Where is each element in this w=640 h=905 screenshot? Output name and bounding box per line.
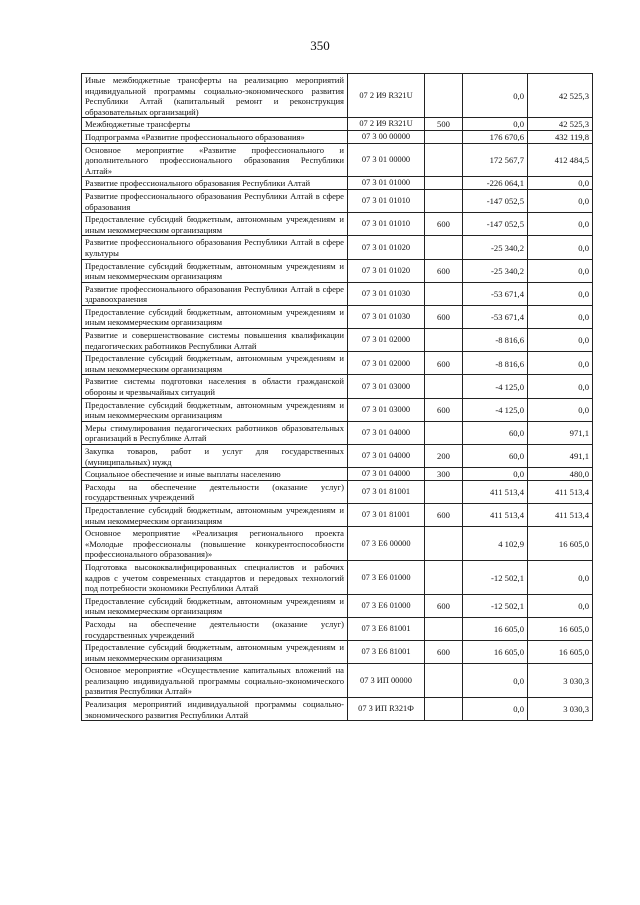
row-name-cell: Предоставление субсидий бюджетным, автономным учреждениям и иным некоммерческим организациям xyxy=(82,352,348,375)
table-row xyxy=(82,282,593,305)
row-expense-type-cell: 600 xyxy=(425,305,463,328)
row-code-cell: 07 3 01 01010 xyxy=(348,213,425,236)
row-expense-type-cell xyxy=(425,177,463,190)
row-name-cell: Основное мероприятие «Осуществление капитальных вложений на реализацию индивидуальной программы социально-экономического развития Республики Алтай» xyxy=(82,664,348,698)
row-name-cell: Предоставление субсидий бюджетным, автономным учреждениям и иным некоммерческим организациям xyxy=(82,305,348,328)
row-code-cell: 07 3 01 01010 xyxy=(348,189,425,212)
table-row xyxy=(82,664,593,698)
row-name-cell: Развитие системы подготовки населения в области гражданской обороны и чрезвычайных ситуаций xyxy=(82,375,348,398)
row-name-cell: Закупка товаров, работ и услуг для государственных (муниципальных) нужд xyxy=(82,445,348,468)
row-name-cell: Развитие профессионального образования Республики Алтай в сфере культуры xyxy=(82,236,348,259)
row-expense-type-cell: 600 xyxy=(425,213,463,236)
table-row xyxy=(82,143,593,177)
row-code-cell: 07 3 E6 81001 xyxy=(348,641,425,664)
row-amount-1-cell: 172 567,7 xyxy=(463,143,528,177)
row-expense-type-cell: 600 xyxy=(425,259,463,282)
row-amount-2-cell: 42 525,3 xyxy=(528,118,593,131)
row-expense-type-cell xyxy=(425,329,463,352)
row-amount-1-cell: 16 605,0 xyxy=(463,641,528,664)
row-code-cell: 07 3 01 01020 xyxy=(348,259,425,282)
row-code-cell: 07 2 И9 R321U xyxy=(348,74,425,118)
table-row xyxy=(82,560,593,594)
row-amount-1-cell: 0,0 xyxy=(463,74,528,118)
row-amount-2-cell: 432 119,8 xyxy=(528,130,593,143)
table-row xyxy=(82,421,593,444)
row-amount-2-cell: 16 605,0 xyxy=(528,527,593,561)
row-expense-type-cell xyxy=(425,282,463,305)
row-expense-type-cell xyxy=(425,375,463,398)
row-name-cell: Развитие профессионального образования Республики Алтай в сфере образования xyxy=(82,189,348,212)
row-expense-type-cell xyxy=(425,421,463,444)
row-amount-2-cell: 0,0 xyxy=(528,398,593,421)
table-row xyxy=(82,177,593,190)
row-code-cell: 07 3 E6 00000 xyxy=(348,527,425,561)
row-expense-type-cell xyxy=(425,560,463,594)
table-row xyxy=(82,503,593,526)
row-expense-type-cell: 600 xyxy=(425,641,463,664)
row-name-cell: Предоставление субсидий бюджетным, автономным учреждениям и иным некоммерческим организациям xyxy=(82,594,348,617)
row-amount-2-cell: 491,1 xyxy=(528,445,593,468)
budget-table-body xyxy=(82,74,593,721)
row-code-cell: 07 3 01 81001 xyxy=(348,503,425,526)
table-row xyxy=(82,305,593,328)
row-code-cell: 07 3 01 02000 xyxy=(348,352,425,375)
row-amount-1-cell: -53 671,4 xyxy=(463,282,528,305)
row-amount-2-cell: 411 513,4 xyxy=(528,503,593,526)
row-amount-2-cell: 412 484,5 xyxy=(528,143,593,177)
row-amount-1-cell: -25 340,2 xyxy=(463,259,528,282)
row-name-cell: Предоставление субсидий бюджетным, автономным учреждениям и иным некоммерческим организациям xyxy=(82,641,348,664)
row-code-cell: 07 3 01 03000 xyxy=(348,375,425,398)
table-row xyxy=(82,236,593,259)
row-expense-type-cell: 600 xyxy=(425,503,463,526)
row-amount-2-cell: 0,0 xyxy=(528,352,593,375)
row-amount-1-cell: 176 670,6 xyxy=(463,130,528,143)
row-code-cell: 07 3 E6 01000 xyxy=(348,560,425,594)
row-amount-2-cell: 0,0 xyxy=(528,594,593,617)
row-expense-type-cell xyxy=(425,130,463,143)
row-name-cell: Предоставление субсидий бюджетным, автономным учреждениям и иным некоммерческим организациям xyxy=(82,213,348,236)
row-amount-1-cell: -147 052,5 xyxy=(463,189,528,212)
row-amount-2-cell: 480,0 xyxy=(528,468,593,481)
table-row xyxy=(82,259,593,282)
row-name-cell: Расходы на обеспечение деятельности (оказание услуг) государственных учреждений xyxy=(82,480,348,503)
row-code-cell: 07 3 01 01000 xyxy=(348,177,425,190)
row-expense-type-cell xyxy=(425,480,463,503)
table-row xyxy=(82,329,593,352)
row-amount-1-cell: 0,0 xyxy=(463,468,528,481)
row-amount-1-cell: -8 816,6 xyxy=(463,352,528,375)
row-amount-1-cell: 0,0 xyxy=(463,664,528,698)
row-expense-type-cell: 600 xyxy=(425,594,463,617)
row-expense-type-cell: 200 xyxy=(425,445,463,468)
row-amount-1-cell: -12 502,1 xyxy=(463,594,528,617)
row-amount-2-cell: 0,0 xyxy=(528,236,593,259)
row-expense-type-cell xyxy=(425,189,463,212)
row-expense-type-cell: 500 xyxy=(425,118,463,131)
table-row xyxy=(82,641,593,664)
row-code-cell: 07 3 00 00000 xyxy=(348,130,425,143)
row-code-cell: 07 2 И9 R321U xyxy=(348,118,425,131)
row-expense-type-cell xyxy=(425,74,463,118)
row-name-cell: Иные межбюджетные трансферты на реализацию мероприятий индивидуальной программы социально-экономического развития Республики Алтай (капитальный ремонт и реконструкция образовательных организаций) xyxy=(82,74,348,118)
row-amount-2-cell: 42 525,3 xyxy=(528,74,593,118)
row-name-cell: Подпрограмма «Развитие профессионального образования» xyxy=(82,130,348,143)
table-row xyxy=(82,352,593,375)
row-expense-type-cell xyxy=(425,527,463,561)
row-code-cell: 07 3 01 01030 xyxy=(348,305,425,328)
row-expense-type-cell xyxy=(425,664,463,698)
row-name-cell: Социальное обеспечение и иные выплаты населению xyxy=(82,468,348,481)
table-row xyxy=(82,594,593,617)
row-expense-type-cell xyxy=(425,698,463,721)
table-row xyxy=(82,74,593,118)
row-name-cell: Развитие и совершенствование системы повышения квалификации педагогических работников Республики Алтай xyxy=(82,329,348,352)
row-amount-1-cell: 0,0 xyxy=(463,118,528,131)
row-amount-2-cell: 0,0 xyxy=(528,282,593,305)
table-row xyxy=(82,189,593,212)
row-name-cell: Развитие профессионального образования Республики Алтай xyxy=(82,177,348,190)
row-code-cell: 07 3 01 01030 xyxy=(348,282,425,305)
row-code-cell: 07 3 ИП 00000 xyxy=(348,664,425,698)
row-name-cell: Предоставление субсидий бюджетным, автономным учреждениям и иным некоммерческим организациям xyxy=(82,503,348,526)
row-amount-2-cell: 0,0 xyxy=(528,259,593,282)
table-row xyxy=(82,480,593,503)
row-amount-2-cell: 16 605,0 xyxy=(528,641,593,664)
row-code-cell: 07 3 ИП R321Ф xyxy=(348,698,425,721)
table-row xyxy=(82,213,593,236)
row-code-cell: 07 3 01 02000 xyxy=(348,329,425,352)
row-code-cell: 07 3 01 00000 xyxy=(348,143,425,177)
row-expense-type-cell: 300 xyxy=(425,468,463,481)
page-number: 350 xyxy=(310,38,330,53)
row-code-cell: 07 3 01 81001 xyxy=(348,480,425,503)
row-code-cell: 07 3 E6 81001 xyxy=(348,617,425,640)
row-expense-type-cell xyxy=(425,617,463,640)
row-expense-type-cell: 600 xyxy=(425,398,463,421)
row-code-cell: 07 3 01 04000 xyxy=(348,445,425,468)
row-amount-2-cell: 0,0 xyxy=(528,560,593,594)
row-name-cell: Основное мероприятие «Реализация регионального проекта «Молодые профессионалы (повышение конкурентоспособности профессионального образования)» xyxy=(82,527,348,561)
row-amount-2-cell: 0,0 xyxy=(528,329,593,352)
row-amount-1-cell: -25 340,2 xyxy=(463,236,528,259)
row-name-cell: Предоставление субсидий бюджетным, автономным учреждениям и иным некоммерческим организациям xyxy=(82,398,348,421)
row-amount-1-cell: -4 125,0 xyxy=(463,398,528,421)
row-amount-2-cell: 3 030,3 xyxy=(528,698,593,721)
row-name-cell: Предоставление субсидий бюджетным, автономным учреждениям и иным некоммерческим организациям xyxy=(82,259,348,282)
row-amount-2-cell: 411 513,4 xyxy=(528,480,593,503)
row-name-cell: Реализация мероприятий индивидуальной программы социально-экономического развития Республики Алтай xyxy=(82,698,348,721)
row-expense-type-cell: 600 xyxy=(425,352,463,375)
budget-table xyxy=(81,73,593,721)
row-expense-type-cell xyxy=(425,143,463,177)
row-code-cell: 07 3 01 03000 xyxy=(348,398,425,421)
table-row xyxy=(82,130,593,143)
row-amount-1-cell: 411 513,4 xyxy=(463,480,528,503)
row-code-cell: 07 3 E6 01000 xyxy=(348,594,425,617)
row-amount-2-cell: 16 605,0 xyxy=(528,617,593,640)
row-amount-2-cell: 3 030,3 xyxy=(528,664,593,698)
row-amount-2-cell: 971,1 xyxy=(528,421,593,444)
row-amount-2-cell: 0,0 xyxy=(528,189,593,212)
row-code-cell: 07 3 01 04000 xyxy=(348,421,425,444)
row-name-cell: Подготовка высококвалифицированных специалистов и рабочих кадров с учетом современных стандартов и передовых технологий под потребности экономики Республики Алтай xyxy=(82,560,348,594)
row-amount-1-cell: 4 102,9 xyxy=(463,527,528,561)
row-amount-1-cell: 0,0 xyxy=(463,698,528,721)
table-row xyxy=(82,617,593,640)
row-amount-1-cell: -8 816,6 xyxy=(463,329,528,352)
table-row xyxy=(82,375,593,398)
row-name-cell: Развитие профессионального образования Республики Алтай в сфере здравоохранения xyxy=(82,282,348,305)
row-expense-type-cell xyxy=(425,236,463,259)
row-name-cell: Основное мероприятие «Развитие профессионального и дополнительного профессионального образования Республики Алтай» xyxy=(82,143,348,177)
row-amount-1-cell: -4 125,0 xyxy=(463,375,528,398)
table-row xyxy=(82,468,593,481)
table-row xyxy=(82,118,593,131)
table-row xyxy=(82,698,593,721)
row-amount-1-cell: -53 671,4 xyxy=(463,305,528,328)
row-name-cell: Меры стимулирования педагогических работников образовательных организаций в Республике Алтай xyxy=(82,421,348,444)
row-amount-2-cell: 0,0 xyxy=(528,375,593,398)
row-amount-1-cell: -226 064,1 xyxy=(463,177,528,190)
row-amount-1-cell: 60,0 xyxy=(463,445,528,468)
row-amount-1-cell: 60,0 xyxy=(463,421,528,444)
row-name-cell: Расходы на обеспечение деятельности (оказание услуг) государственных учреждений xyxy=(82,617,348,640)
row-amount-1-cell: 16 605,0 xyxy=(463,617,528,640)
row-amount-2-cell: 0,0 xyxy=(528,213,593,236)
row-amount-1-cell: 411 513,4 xyxy=(463,503,528,526)
row-amount-1-cell: -12 502,1 xyxy=(463,560,528,594)
row-amount-1-cell: -147 052,5 xyxy=(463,213,528,236)
table-row xyxy=(82,445,593,468)
row-code-cell: 07 3 01 01020 xyxy=(348,236,425,259)
table-row xyxy=(82,398,593,421)
row-amount-2-cell: 0,0 xyxy=(528,177,593,190)
table-row xyxy=(82,527,593,561)
row-amount-2-cell: 0,0 xyxy=(528,305,593,328)
row-code-cell: 07 3 01 04000 xyxy=(348,468,425,481)
row-name-cell: Межбюджетные трансферты xyxy=(82,118,348,131)
